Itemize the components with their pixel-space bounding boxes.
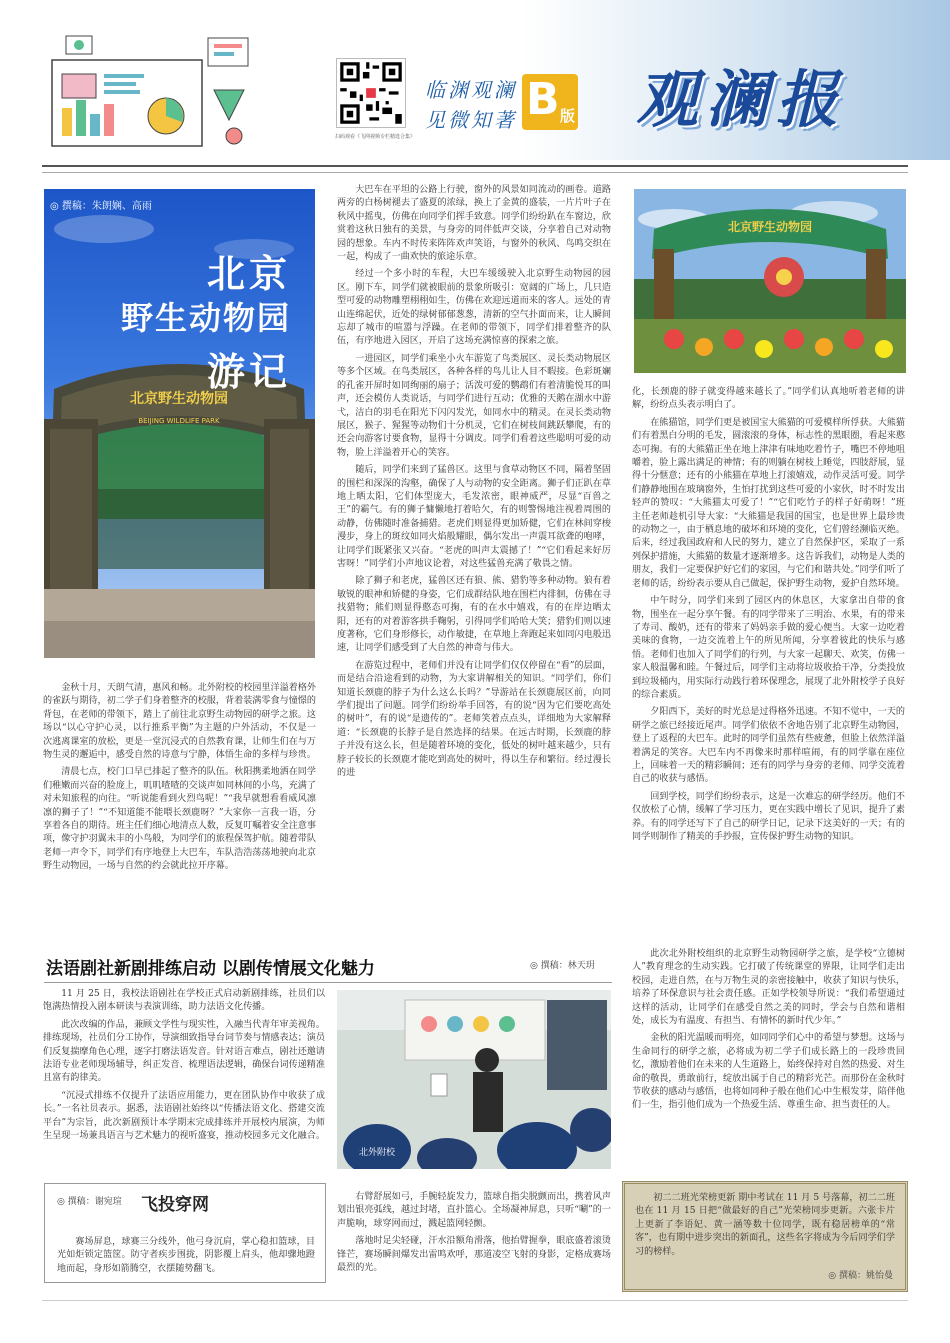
photo-sign: 北京野生动物园 (727, 220, 813, 234)
fly-article-box (44, 1183, 326, 1283)
zoo-entrance-photo (634, 189, 906, 373)
header-divider (42, 165, 908, 167)
lead-paragraph: 一进园区，同学们乘坐小火车游览了鸟类展区、灵长类动物展区等多个区域。在鸟类展区，各种各样的鸟儿让人目不暇接。色彩斑斓的孔雀开屏时如同绚丽的扇子；活泼可爱的鹦鹉们有着清脆悦耳的叫声，还会模仿人类说话，与同学们进行互动；优雅的天鹅在湖水中游弋，洁白的羽毛在阳光下闪闪发光，如同水中的精灵。在灵长类动物展区，猴子、猩猩等动物们十分机灵，它们在树枝间跳跃攀爬，有的还会向游客讨要食物，显得十分调皮。同学们看着这些聪明可爱的动物，脸上洋溢着开心的笑容。 (337, 353, 611, 458)
lead-paragraph: 回到学校，同学们纷纷表示，这是一次难忘的研学经历。他们不仅放松了心情，缓解了学习压力，更在实践中增长了见识，提升了素养。有的同学还写下了自己的研学日记，记录下这美好的一天；有的同学则制作了精美的手抄报，宣传保护野生动物的知识。 (632, 791, 905, 842)
lead-title-line-2: 野生动物园 (120, 299, 291, 337)
drama-paragraph: 此次改编的作品，兼顾文学性与现实性，入融当代青年审美视角。排练现场，社员们分工协作，导演细致指导台词节奏与情感表达；演员们反复揣摩角色心理，逐字打磨法语发音。针对语言难点，剧社还邀请法语专业老师现场辅导，纠正发音、梳理语法逻辑，确保台词传递精准且富有韵律美。 (43, 1019, 325, 1084)
lead-paragraph: 中午时分，同学们来到了园区内的休息区，大家拿出自带的食物，围坐在一起分享午餐。有的同学带来了三明治、水果，有的带来了寿司、酸奶，还有的带来了妈妈亲手做的爱心便当。大家一边吃着美味的食物，一边交流着上午的所见所闻，分享着彼此的快乐与感悟。老师们也加入了同学们的行列，与大家一起聊天、欢笑，仿佛一家人般温馨和睦。午餐过后，同学们主动将垃圾收拾干净，分类投放到垃圾桶内，用实际行动践行着环保理念，展现了北外附校学子良好的综合素质。 (632, 596, 905, 700)
honor-board-notice (622, 1181, 908, 1292)
slogan-line-1: 临渊观澜 (425, 78, 517, 102)
lead-paragraph: 金秋的阳光温暖而明亮，如同同学们心中的希望与梦想。这场与生命同行的研学之旅，必将成为初二学子们成长路上的一段珍贵回忆，激励着他们在未来的人生道路上，始终保持对自然的热爱、对生命的敬畏，勇敢前行，绽放出属于自己的精彩光芒。而那份在金秋时节收获的感动与感悟，也将如同种子般在他们心中生根发芽，陪伴他们一生，指引他们成为一个热爱生活、尊重生命、担当责任的人。 (632, 1033, 905, 1111)
fly-article-title: 飞投穿网 (141, 1195, 209, 1215)
lead-paragraph: 在熊猫馆，同学们更是被国宝大熊猫的可爱模样所俘获。大熊猫们有着黑白分明的毛发，圆滚滚的身体，标志性的黑眼圈，看起来憨态可掬。有的大熊猫正坐在地上津津有味地吃着竹子，嘴巴不停地咀嚼着，脸上露出满足的神情；有的则躺在树枝上睡觉，四肢舒展，显得十分惬意；还有的小熊猫在草地上打滚嬉戏，动作灵活可爱。同学们静静地围在玻璃窗外，生怕打扰到这些可爱的小家伙，时不时发出轻声的赞叹：“大熊猫太可爱了！”“它们吃竹子的样子好萌呀！”班主任老师趁机引导大家：“大熊猫是我国的国宝，也是世界上最珍贵的动物之一，由于栖息地的破坏和环境的变化，它们曾经濒临灭绝。后来，经过我国政府和人民的努力，建立了自然保护区，采取了一系列保护措施，大熊猫的数量才逐渐增多。这告诉我们，动物是人类的朋友，我们一定要保护好它们的家园，与它们和谐共处。”同学们听了老师的话，纷纷表示要从自己做起，保护野生动物，爱护自然环境。 (632, 417, 905, 589)
lead-paragraph: 大巴车在平坦的公路上行驶，窗外的风景如同流动的画卷。道路两旁的白杨树褪去了盛夏的浓绿，换上了金黄的盛装，一片片叶子在秋风中摇曳，仿佛在向同学们挥手致意。同学们纷纷趴在车窗边，欣赏着这秋日独有的美景，与身旁的同伴低声交谈，分享着自己对动物园的想象。车内不时传来阵阵欢声笑语，与窗外的秋风、鸟鸣交织在一起，构成了一曲欢快的旅途乐章。 (337, 185, 611, 263)
lead-paragraph: 此次北外附校组织的北京野生动物园研学之旅，是学校“立德树人”教育理念的生动实践。它打破了传统课堂的界限，让同学们走出校园，走进自然，在与万物生灵的亲密接触中，收获了知识与快乐，培养了环保意识与社会责任感。正如学校领导所说：“我们希望通过这样的活动，让同学们在感受自然之美的同时，学会与自然和谐相处，成长为有温度、有担当、有情怀的新时代少年。” (632, 949, 905, 1027)
slogan-line-2: 见微知著 (425, 108, 517, 132)
lead-paragraph: 清晨七点，校门口早已排起了整齐的队伍。秋阳携柔地洒在同学们稚嫩而兴奋的脸庞上，叽叽喳喳的交谈声如同林间的小鸟，充满了对未知旅程的向往。“听说能看到火烈鸟呢！”“我早就想看看威风凛凛的狮子了！”“不知道能不能喂长颈鹿呀？”大家你一言我一语，分享着各自的期待。班主任们细心地清点人数，反复叮嘱着安全注意事项，像守护羽翼未丰的小鸟般，为同学们的旅程保驾护航。随着带队老师一声令下，同学们有序地登上大巴车，车队浩浩荡荡地驶向北京野生动物园，一场与自然的约会就此拉开序幕。 (43, 767, 316, 872)
gate-sign-en: BEIJING WILDLIFE PARK (138, 417, 220, 425)
lead-paragraph: 金秋十月，天朗气清，惠风和畅。北外附校的校园里洋溢着格外的雀跃与期待，初二学子们身着整齐的校服，背着装满零食与憧憬的背包，在老师的带领下，踏上了前往北京野生动物园的研学之旅。这场以“以心守护心灵，以行推系平衡”为主题的户外活动，不仅是一次逃离课室的放松，更是一堂沉浸式的自然教育课，让师生们在与万物生灵的邂逅中，感受自然的诗意与宁静，体悟生命的多样与珍贵。 (43, 683, 316, 761)
header-divider-thin (42, 172, 908, 173)
classroom-photo (337, 990, 611, 1169)
lead-article-column-3 (632, 386, 905, 848)
gate-sign: 北京野生动物园 (130, 391, 228, 407)
drama-divider (44, 982, 612, 983)
lead-paragraph: 除了狮子和老虎，猛兽区还有狼、熊、猎豹等多种动物。狼有着敏锐的眼神和矫健的身姿，它们成群结队地在围栏内徘徊，仿佛在寻找猎物；熊们则显得憨态可掬，有的在水中嬉戏，有的在岸边晒太阳，还有的对着游客拱手鞠躬，引得同学们哈哈大笑；猎豹们则以速度著称，它们身形修长，动作敏捷，在草地上奔跑起来如同闪电般迅速，让同学们感受到了大自然的神奇与伟大。 (337, 576, 611, 654)
masthead-title: 观澜报 (636, 63, 847, 136)
jersey-text: 北外附校 (358, 1148, 396, 1158)
drama-article-body (43, 988, 325, 1147)
page-header (0, 0, 950, 160)
lead-paragraph: 经过一个多小时的车程，大巴车缓缓驶入北京野生动物园的园区。刚下车，同学们就被眼前的景象所吸引：宽阔的广场上，几只造型可爱的动物雕塑栩栩如生，仿佛在欢迎远道而来的客人。远处的青山连绵起伏，近处的绿树郁郁葱葱，清新的空气扑面而来，让人瞬间忘却了城市的喧嚣与浮躁。在老师的带领下，同学们排着整齐的队伍，有序地进入园区，开启了这场充满惊喜的探索之旅。 (337, 269, 611, 347)
infographic-illustration (48, 30, 254, 150)
drama-paragraph: 11 月 25 日，我校法语剧社在学校正式启动新剧排练，社员们以饱满热情投入剧本研读与表演训练，助力法语文化传播。 (43, 989, 325, 1013)
fly-paragraph: 赛场屏息，球赛三分线外，他弓身沉肩，掌心稳扣篮球，目光如炬锁定篮筐。防守者疾步围拢，阴影覆上肩头，他却骤地蹬地而起，身形如箭腾空，衣摆随势翻飞。 (57, 1237, 315, 1274)
lead-paragraph: 夕阳西下，美好的时光总是过得格外迅速。不知不觉中，一天的研学之旅已经接近尾声。同学们依依不舍地告别了北京野生动物园，登上了返程的大巴车。此时的同学们虽然有些疲惫，但脸上依然洋溢着满足的笑容。大巴车内不再像来时那样喧闹，有的同学靠在座位上，回味着一天的精彩瞬间；还有的同学与身旁的老师、同学交流着自己的收获与感悟。 (632, 707, 905, 785)
drama-byline: ◎ 撰稿：林天玥 (530, 961, 595, 971)
fly-paragraph: 右臂舒展如弓，手腕轻旋发力，篮球自指尖脱颤而出，携着风声划出银亮弧线，越过封堵，直扑篮心。全场凝神屏息，只听“唰”的一声脆响，球穿网而过，溅起篮网轻颤。 (337, 1192, 611, 1229)
footer-divider (42, 1300, 908, 1301)
drama-article-title: 法语剧社新剧排练启动 以剧传情展文化魅力 (46, 959, 375, 979)
qr-caption: 扫码观看《飞网视频专栏精选合集》 (334, 134, 415, 140)
lead-title-line-3: 游记 (206, 350, 291, 394)
fly-article-body-left (57, 1236, 315, 1280)
lead-paragraph: 在游览过程中，老师们并没有让同学们仅仅停留在“看”的层面，而是结合沿途看到的动物，为大家讲解相关的知识。“同学们，你们知道长颈鹿的脖子为什么这么长吗？”导游站在长颈鹿展区前，向同学们提出了问题。同学们纷纷举手回答，有的说“因为它们要吃高处的树叶”，有的说“是遗传的”。老师笑着点点头，详细地为大家解释道：“长颈鹿的长脖子是自然选择的结果。在远古时期，长颈鹿的脖子并没有这么长，但是随着环境的变化，低处的树叶越来越少，只有脖子较长的长颈鹿才能吃到高处的树叶，得以生存和繁衍。经过漫长的进 (337, 660, 611, 779)
notice-paragraph: 初二二班光荣榜更新 期中考试在 11 月 5 号落幕，初二二班也在 11 月 15 日把“做最好的自己”光荣榜同步更新。六张卡片上更新了李语妃、黄一涵等数十位同学，既有稳居榜单的“常客”，也有期中进步突出的新面孔，这些名字将成为今后同学们学习的榜样。 (635, 1193, 895, 1257)
edition-badge (522, 74, 578, 130)
lead-hero-image (44, 189, 315, 658)
lead-title-line-1: 北京 (206, 252, 291, 296)
edition-suffix: 版 (559, 107, 575, 125)
notice-byline: ◎ 撰稿：姚怡曼 (828, 1271, 893, 1281)
lead-paragraph: 随后，同学们来到了猛兽区。这里与食草动物区不同，隔着坚固的围栏和深深的沟壑，确保了人与动物的安全距离。狮子们正趴在草地上晒太阳，它们体型庞大，毛发浓密，眼神威严，尽显“百兽之王”的霸气。有的狮子慵懒地打着哈欠，有的则警惕地注视着周围的动静，仿佛随时准备捕猎。老虎们则显得更加矫健，它们在林间穿梭漫步，身上的斑纹如同火焰般耀眼，偶尔发出一声震耳欲聋的咆哮，让同学们既紧张又兴奋。“老虎的叫声太震撼了！”“它们看起来好厉害呀！”同学们小声地议论着，对这些猛兽充满了敬畏之情。 (337, 465, 611, 569)
lead-paragraph: 化，长颈鹿的脖子就变得越来越长了。”同学们认真地听着老师的讲解，纷纷点头表示明白了。 (632, 387, 905, 411)
fly-article-body-right (337, 1191, 611, 1279)
lead-article-column-2 (337, 184, 611, 784)
fly-byline: ◎ 撰稿：谢宛瑄 (57, 1197, 122, 1207)
lead-byline: ◎ 撰稿：朱朗娴、高雨 (50, 201, 152, 212)
lead-article-column-3-bottom (632, 948, 905, 1117)
edition-letter: B (526, 74, 560, 125)
drama-paragraph: “沉浸式排练不仅提升了法语应用能力，更在团队协作中收获了成长。”一名社员表示。据悉，法语剧社始终以“传播法语文化、搭建交流平台”为宗旨，此次新剧预计本学期末完成排练并开展校内展演，为师生呈现一场兼具语言与艺术魅力的视听盛宴，推动校园多元文化融合。 (43, 1090, 325, 1142)
fly-paragraph: 落地时足尖轻碰，汗水沿额角滑落，他抬臂握拳，眼底盛着滚烫锋芒，赛场瞬间爆发出雷鸣欢呼，那道凌空飞射的身影，定格成赛场最烈的光。 (337, 1236, 611, 1274)
notice-body (635, 1192, 895, 1259)
lead-article-column-1 (43, 682, 316, 878)
qr-code-icon[interactable] (336, 58, 406, 128)
